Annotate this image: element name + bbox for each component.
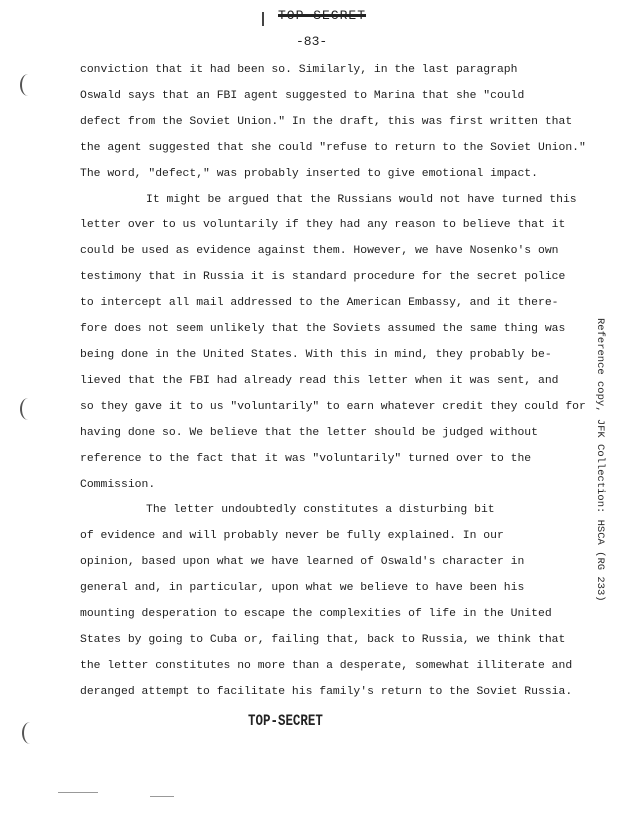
- text-line: It might be argued that the Russians would not have turned this: [146, 193, 577, 206]
- header-margin-mark: [262, 12, 264, 26]
- text-line: Commission.: [80, 478, 156, 491]
- text-line: mounting desperation to escape the complexities of life in the United: [80, 608, 552, 621]
- text-line: the letter constitutes no more than a desperate, somewhat illiterate and: [80, 659, 573, 672]
- text-line: The word, "defect," was probably inserted to give emotional impact.: [80, 167, 538, 180]
- scan-speck: [150, 796, 174, 797]
- paragraph-2: [80, 188, 586, 499]
- text-line: being done in the United States. With this in mind, they probably be-: [80, 348, 552, 361]
- text-line: so they gave it to us "voluntarily" to earn whatever credit they could for: [80, 400, 586, 413]
- header-classification-stamp: TOP SECRET: [278, 8, 367, 23]
- paragraph-1: [80, 58, 586, 188]
- text-line: lieved that the FBI had already read this letter when it was sent, and: [80, 374, 559, 387]
- punch-hole-mark: [20, 398, 36, 420]
- text-line: the agent suggested that she could "refuse to return to the Soviet Union.": [80, 141, 586, 154]
- text-line: The letter undoubtedly constitutes a disturbing bit: [146, 504, 495, 517]
- scan-speck: [58, 792, 98, 793]
- footer-classification-stamp: TOP-SECRET: [248, 712, 323, 730]
- text-line: fore does not seem unlikely that the Soviets assumed the same thing was: [80, 323, 566, 336]
- body-text: [80, 58, 586, 706]
- margin-reference-note: Reference copy, JFK Collection: HSCA (RG 233): [594, 318, 606, 602]
- text-line: could be used as evidence against them. However, we have Nosenko's own: [80, 245, 559, 258]
- text-line: opinion, based upon what we have learned of Oswald's character in: [80, 556, 525, 569]
- text-line: deranged attempt to facilitate his family's return to the Soviet Russia.: [80, 685, 573, 698]
- text-line: to intercept all mail addressed to the American Embassy, and it there-: [80, 297, 559, 310]
- paragraph-3: [80, 498, 573, 705]
- text-line: letter over to us voluntarily if they had any reason to believe that it: [80, 219, 566, 232]
- page-number: -83-: [296, 34, 328, 49]
- text-line: having done so. We believe that the letter should be judged without: [80, 426, 538, 439]
- text-line: general and, in particular, upon what we believe to have been his: [80, 582, 525, 595]
- punch-hole-mark: [20, 74, 36, 96]
- text-line: conviction that it had been so. Similarly, in the last paragraph: [80, 64, 518, 76]
- punch-hole-mark: [22, 722, 38, 744]
- text-line: Oswald says that an FBI agent suggested to Marina that she "could: [80, 89, 525, 102]
- text-line: testimony that in Russia it is standard procedure for the secret police: [80, 271, 566, 284]
- text-line: defect from the Soviet Union." In the draft, this was first written that: [80, 115, 573, 128]
- text-line: of evidence and will probably never be fully explained. In our: [80, 530, 504, 543]
- text-line: States by going to Cuba or, failing that, back to Russia, we think that: [80, 633, 566, 646]
- text-line: reference to the fact that it was "voluntarily" turned over to the: [80, 452, 532, 465]
